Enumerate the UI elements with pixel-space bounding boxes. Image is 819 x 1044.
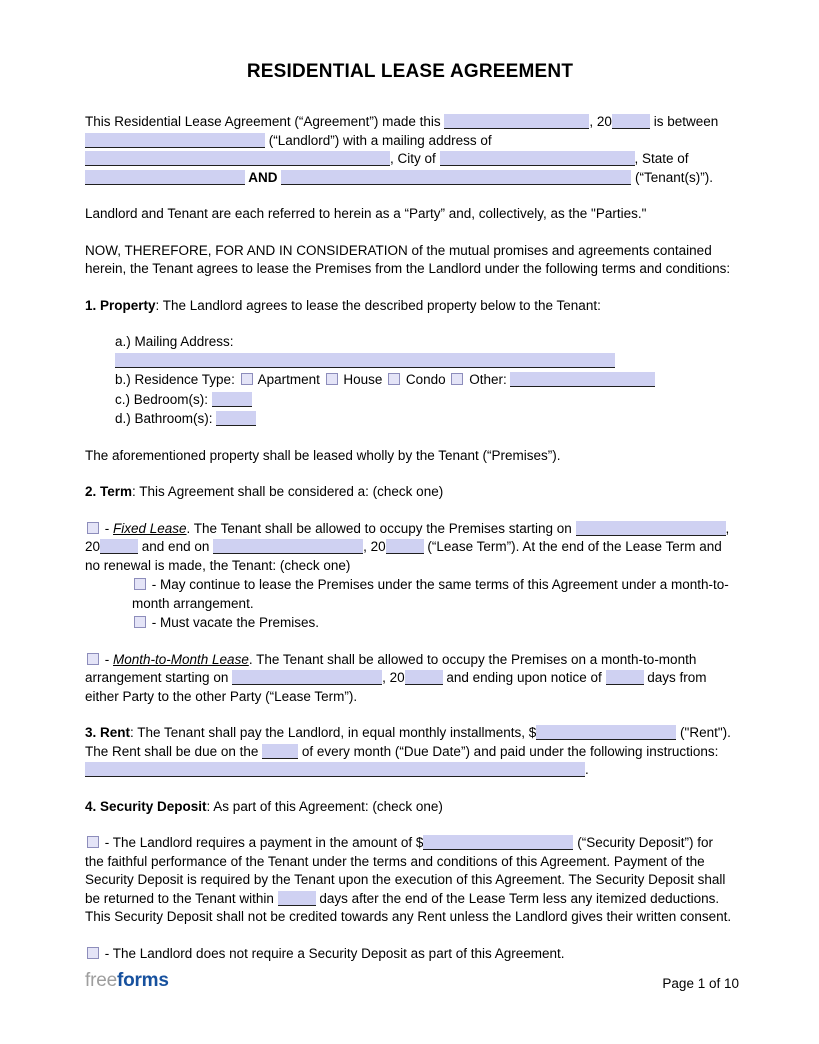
text-run: (“Tenant(s)”). [631,169,714,185]
notice-days-field[interactable] [606,670,644,685]
no-security-deposit-option [85,945,735,964]
text-run: 2. Term [85,484,133,499]
text-run: Month-to-Month Lease [113,651,249,667]
page-number: Page 1 of 10 [662,976,739,991]
no-security-deposit-checkbox[interactable] [87,947,99,959]
continue-month-to-month-checkbox[interactable] [134,578,146,590]
deposit-return-days-field[interactable] [278,891,316,906]
landlord-name-field[interactable] [85,133,265,148]
fixed-lease-option [85,520,735,576]
property-item-bathrooms [115,410,735,429]
text-run: House [339,372,387,387]
property-item-mailing-address [115,333,735,370]
text-run: : This Agreement shall be considered a: (check one) [132,484,444,499]
bedrooms-field[interactable] [212,392,252,407]
fixed-lease-vacate-option [132,614,735,633]
text-run: . The Tenant shall be allowed to occupy the Premises on a month-to-month arrangement starting on [85,651,697,685]
month-to-month-start-year-field[interactable] [405,670,443,685]
document-body [85,113,735,963]
text-run: NOW, THEREFORE, FOR AND IN CONSIDERATION of the mutual promises and agreements contained herein, the Tenant agrees to lease the Premises from the Landlord under the following terms and conditions: [85,242,731,276]
logo-forms-text: forms [116,970,169,991]
payment-instructions-field[interactable] [85,762,585,777]
text-run: d.) Bathroom(s): [115,411,217,426]
text-run: . [585,762,589,777]
house-checkbox[interactable] [326,373,338,385]
text-run: 1. Property [85,297,156,313]
text-run: a.) Mailing Address: [115,334,234,349]
parties-paragraph [85,205,735,224]
fixed-lease-checkbox[interactable] [87,522,99,534]
apartment-checkbox[interactable] [241,373,253,385]
text-run: (“Landlord”) with a mailing address of [265,132,492,148]
security-deposit-required-option [85,834,735,927]
fixed-lease-end-date-field[interactable] [213,539,363,554]
section-2-term-heading [85,483,735,502]
agreement-year-field[interactable] [612,114,650,129]
text-run: : As part of this Agreement: (check one) [206,798,443,814]
security-deposit-required-checkbox[interactable] [87,836,99,848]
freeforms-logo [85,970,169,992]
text-run: , 20 [363,539,386,554]
text-run: , State of [634,151,689,166]
text-run: ("Rent"). The Rent shall be due on the [85,725,731,759]
other-residence-checkbox[interactable] [451,373,463,385]
text-run: days from either Party to the other Party (“Lease Term”). [85,670,707,704]
text-run: Landlord and Tenant are each referred to herein as a “Party” and, collectively, as the "Parties." [85,206,647,221]
text-run: - [101,520,113,536]
text-run: is between [649,114,719,129]
month-to-month-checkbox[interactable] [87,653,99,665]
page-footer [85,970,739,992]
intro-paragraph [85,113,735,187]
rent-amount-field[interactable] [536,725,676,740]
text-run: Other: [465,372,511,387]
text-run: Condo [402,372,450,387]
state-field[interactable] [85,170,245,185]
logo-free-text: free [85,970,117,991]
text-run: : The Tenant shall pay the Landlord, in equal monthly installments, $ [130,725,537,740]
text-run: Apartment [254,372,324,387]
text-run: AND [245,169,282,185]
section-3-rent [85,724,735,780]
text-run: The aforementioned property shall be leased wholly by the Tenant (“Premises”). [85,447,561,463]
text-run: days after the end of the Lease Term less any itemized deductions. This Security Deposit shall not be credited towards any Rent unless the Landlord gives their written consent. [85,890,732,924]
fixed-lease-start-date-field[interactable] [576,521,726,536]
text-run: , City of [390,151,440,166]
text-run: (“Security Deposit”) for the faithful performance of the Tenant under the terms and conditions of this Agreement. Payment of the Security Deposit is required by the Tenant upon the execution of this Agreement. The Security Deposit shall be returned to the Tenant within [85,835,726,906]
text-run: and end on [138,539,214,554]
document-title: RESIDENTIAL LEASE AGREEMENT [246,61,574,82]
text-run: - [101,651,113,667]
tenant-name-field[interactable] [281,170,631,185]
text-run: - The Landlord requires a payment in the amount of $ [101,835,424,850]
text-run: : The Landlord agrees to lease the described property below to the Tenant: [155,297,601,313]
section-1-property-heading [85,297,735,316]
text-run: This Residential Lease Agreement (“Agreement”) made this [85,114,445,129]
text-run: . The Tenant shall be allowed to occupy the Premises starting on [186,520,576,536]
bathrooms-field[interactable] [216,411,256,426]
month-to-month-option [85,651,735,707]
fixed-lease-start-year-field[interactable] [100,539,138,554]
text-run: Fixed Lease [113,520,187,536]
condo-checkbox[interactable] [388,373,400,385]
property-item-bedrooms [115,391,735,410]
text-run: 4. Security Deposit [85,798,207,814]
text-run: c.) Bedroom(s): [115,391,212,407]
text-run: - May continue to lease the Premises under the same terms of this Agreement under a month-to-month arrangement. [132,577,729,611]
section-4-security-deposit-heading [85,798,735,817]
text-run: of every month (“Due Date”) and paid under the following instructions: [298,743,719,759]
premises-paragraph [85,447,735,466]
property-mailing-address-field[interactable] [115,353,615,368]
page-content [85,60,735,981]
month-to-month-start-date-field[interactable] [232,670,382,685]
text-run: , 20 [85,520,730,554]
city-field[interactable] [440,151,635,166]
text-run: b.) Residence Type: [115,372,239,387]
consideration-paragraph [85,242,735,279]
other-residence-type-field[interactable] [510,372,655,387]
text-run: , 20 [589,114,612,129]
text-run: 3. Rent [85,725,131,740]
landlord-mailing-address-field[interactable] [85,151,390,166]
text-run: - The Landlord does not require a Security Deposit as part of this Agreement. [101,945,565,961]
rent-due-day-field[interactable] [262,744,298,759]
text-run: (“Lease Term”). At the end of the Lease Term and no renewal is made, the Tenant: (check one) [85,539,722,573]
must-vacate-checkbox[interactable] [134,616,146,628]
text-run: - Must vacate the Premises. [148,615,320,630]
property-item-residence-type [115,371,735,390]
text-run: and ending upon notice of [442,670,606,685]
security-deposit-amount-field[interactable] [423,835,573,850]
agreement-day-field[interactable] [444,114,589,129]
fixed-lease-continue-option [132,576,735,613]
fixed-lease-end-year-field[interactable] [386,539,424,554]
text-run: , 20 [382,670,405,685]
